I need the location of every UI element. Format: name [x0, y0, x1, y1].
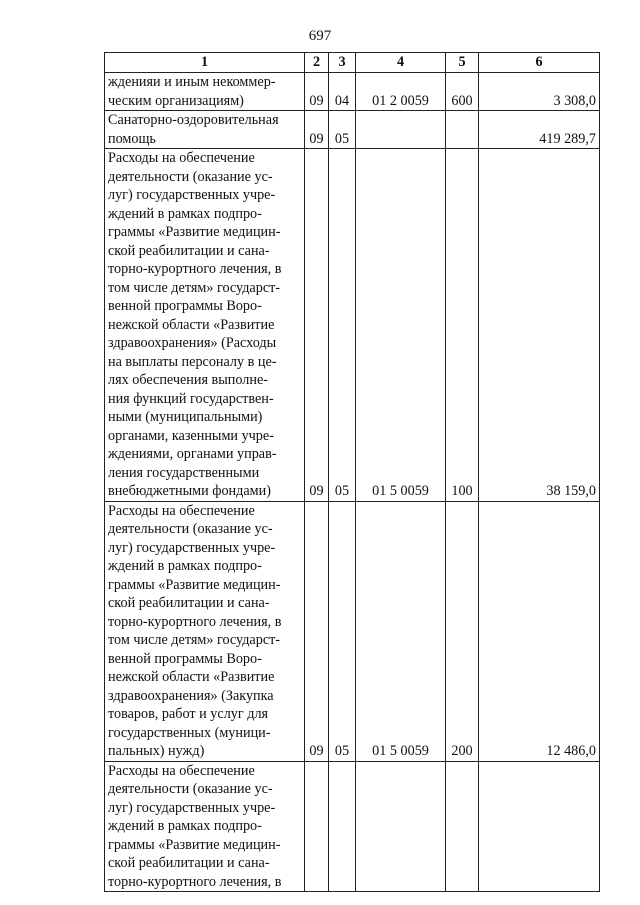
- expense-type-cell: [446, 761, 479, 892]
- target-article-cell: [356, 111, 446, 149]
- description-line: ления государственными: [108, 464, 260, 481]
- page-number: 697: [308, 28, 332, 44]
- description-line: ской реабилитации и сана-: [108, 242, 270, 259]
- description-line: граммы «Развитие медицин-: [108, 576, 281, 593]
- column-header: 3: [329, 53, 356, 73]
- expense-type-cell: 600: [446, 73, 479, 111]
- description-line: здравоохранения» (Расходы: [108, 335, 277, 351]
- expense-type-cell: [446, 111, 479, 149]
- description-line: луг) государственных учре-: [108, 799, 276, 816]
- description-line: венной программы Воро-: [108, 298, 262, 314]
- description-line: ждений в рамках подпро-: [108, 818, 262, 834]
- amount-cell: 12 486,0: [479, 501, 600, 761]
- description-line: государственных (муници-: [108, 724, 271, 741]
- description-line: ческим организациям): [108, 92, 244, 109]
- subsection-cell: 04: [329, 73, 356, 111]
- expense-type-cell: 200: [446, 501, 479, 761]
- subsection-cell: 05: [329, 149, 356, 502]
- target-article-cell: 01 2 0059: [356, 73, 446, 111]
- description-line: ждений в рамках подпро-: [108, 205, 262, 222]
- budget-table: [104, 52, 600, 892]
- description-line: Санаторно-оздоровительная: [108, 112, 279, 128]
- description-line: Расходы на обеспечение: [108, 150, 255, 166]
- column-header: 4: [356, 53, 446, 73]
- expense-type-cell: 100: [446, 149, 479, 502]
- amount-cell: 38 159,0: [479, 149, 600, 502]
- amount-cell: 419 289,7: [479, 111, 600, 149]
- description-cell: [105, 149, 305, 502]
- description-line: жденияи и иным некоммер-: [108, 74, 276, 90]
- description-line: ждениями, органами управ-: [108, 446, 277, 462]
- description-line: том числе детям» государст-: [108, 632, 281, 648]
- description-line: том числе детям» государст-: [108, 279, 281, 296]
- description-cell: [105, 761, 305, 892]
- column-header: 1: [105, 53, 305, 73]
- description-line: граммы «Развитие медицин-: [108, 836, 281, 853]
- description-line: торно-курортного лечения, в: [108, 873, 282, 890]
- description-line: деятельности (оказание ус-: [108, 781, 273, 797]
- description-line: пальных) нужд): [108, 743, 205, 759]
- description-line: товаров, работ и услуг для: [108, 706, 269, 722]
- description-line: торно-курортного лечения, в: [108, 613, 282, 630]
- table-row: [105, 149, 600, 502]
- subsection-cell: [329, 761, 356, 892]
- column-header: 2: [305, 53, 329, 73]
- column-header: 6: [479, 53, 600, 73]
- description-line: ской реабилитации и сана-: [108, 855, 270, 871]
- table-header-row: [105, 53, 600, 73]
- description-line: ными (муниципальными): [108, 409, 263, 425]
- description-line: нежской области «Развитие: [108, 669, 275, 685]
- section-cell: [305, 761, 329, 892]
- description-line: на выплаты персоналу в це-: [108, 353, 277, 370]
- table-row: [105, 73, 600, 111]
- description-line: деятельности (оказание ус-: [108, 521, 273, 537]
- description-cell: [105, 501, 305, 761]
- description-line: здравоохранения» (Закупка: [108, 687, 274, 704]
- description-line: торно-курортного лечения, в: [108, 261, 282, 277]
- description-line: ской реабилитации и сана-: [108, 595, 270, 611]
- section-cell: 09: [305, 501, 329, 761]
- description-line: лях обеспечения выполне-: [108, 372, 268, 388]
- description-line: помощь: [108, 130, 156, 147]
- description-line: граммы «Развитие медицин-: [108, 224, 281, 240]
- section-cell: 09: [305, 149, 329, 502]
- table-row: [105, 501, 600, 761]
- amount-cell: [479, 761, 600, 892]
- target-article-cell: 01 5 0059: [356, 149, 446, 502]
- description-line: деятельности (оказание ус-: [108, 168, 273, 185]
- description-cell: [105, 73, 305, 111]
- target-article-cell: [356, 761, 446, 892]
- description-line: венной программы Воро-: [108, 650, 262, 667]
- description-line: Расходы на обеспечение: [108, 502, 255, 519]
- amount-cell: 3 308,0: [479, 73, 600, 111]
- section-cell: 09: [305, 73, 329, 111]
- description-cell: [105, 111, 305, 149]
- section-cell: 09: [305, 111, 329, 149]
- subsection-cell: 05: [329, 501, 356, 761]
- description-line: луг) государственных учре-: [108, 539, 276, 556]
- target-article-cell: 01 5 0059: [356, 501, 446, 761]
- column-header: 5: [446, 53, 479, 73]
- description-line: ждений в рамках подпро-: [108, 558, 262, 574]
- description-line: ния функций государствен-: [108, 390, 274, 407]
- description-line: органами, казенными учре-: [108, 427, 274, 444]
- description-line: луг) государственных учре-: [108, 187, 276, 203]
- table-row: [105, 761, 600, 892]
- subsection-cell: 05: [329, 111, 356, 149]
- description-line: внебюджетными фондами): [108, 483, 271, 499]
- table-row: [105, 111, 600, 149]
- description-line: Расходы на обеспечение: [108, 762, 255, 779]
- description-line: нежской области «Развитие: [108, 316, 275, 333]
